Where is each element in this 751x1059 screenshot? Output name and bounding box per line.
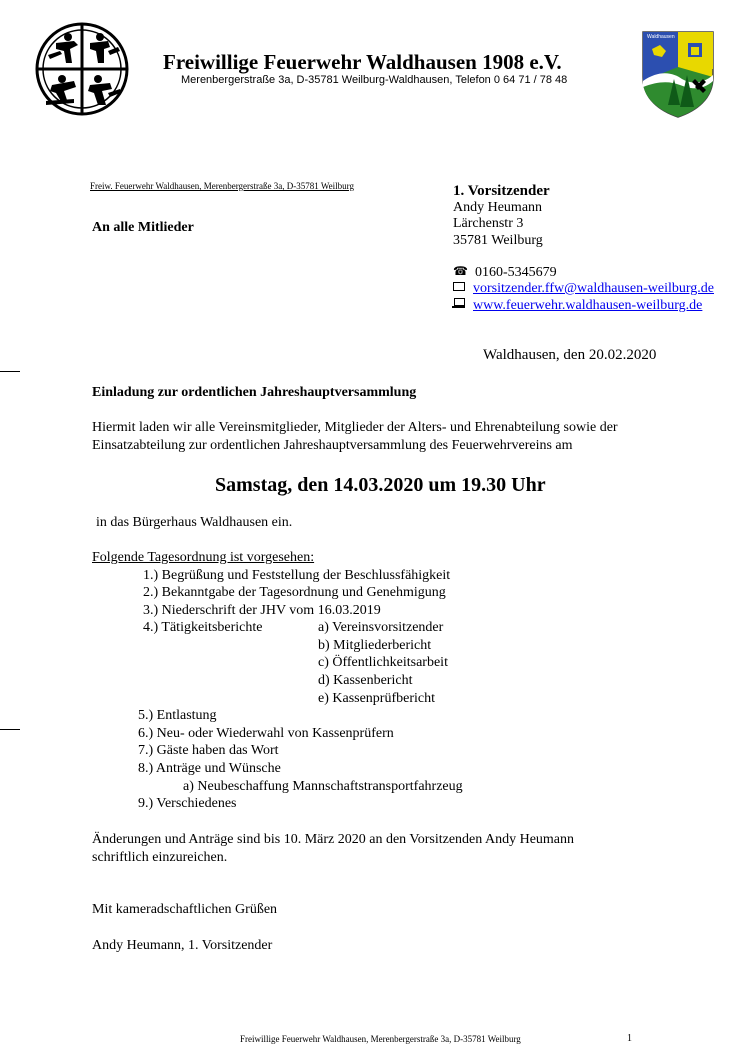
intro-line-1: Hiermit laden wir alle Vereinsmitglieder, Mitglieder der Alters- und Ehrenabteilung sowie der [92, 420, 618, 435]
contact-city: 35781 Weilburg [453, 233, 543, 248]
agenda-item-7: 7.) Gäste haben das Wort [138, 743, 279, 758]
signature: Andy Heumann, 1. Vorsitzender [92, 938, 273, 953]
closing: Mit kameradschaftlichen Grüßen [92, 902, 278, 917]
agenda-item-8: 8.) Anträge und Wünsche [138, 761, 281, 776]
agenda-heading: Folgende Tagesordnung ist vorgesehen: [92, 550, 315, 565]
contact-name: Andy Heumann [453, 200, 543, 215]
phone-icon: ☎ [453, 264, 468, 278]
subject: Einladung zur ordentlichen Jahreshauptversammlung [92, 385, 417, 400]
computer-icon-base [452, 306, 465, 308]
agenda-item-1: 1.) Begrüßung und Feststellung der Beschlussfähigkeit [143, 568, 451, 583]
location: in das Bürgerhaus Waldhausen ein. [96, 515, 293, 530]
agenda-item-3: 3.) Niederschrift der JHV vom 16.03.2019 [143, 603, 381, 618]
sender-line: Freiw. Feuerwehr Waldhausen, Merenbergerstraße 3a, D-35781 Weilburg [90, 181, 354, 191]
event-date: Samstag, den 14.03.2020 um 19.30 Uhr [215, 474, 546, 496]
agenda-item-6: 6.) Neu- oder Wiederwahl von Kassenprüfern [138, 726, 394, 741]
intro-line-2: Einsatzabteilung zur ordentlichen Jahreshauptversammlung des Feuerwehrvereins am [92, 438, 573, 453]
contact-role: 1. Vorsitzender [453, 183, 550, 199]
contact-website-link[interactable]: www.feuerwehr.waldhausen-weilburg.de [473, 298, 703, 313]
footer-text: Freiwillige Feuerwehr Waldhausen, Merenbergerstraße 3a, D-35781 Weilburg [240, 1034, 521, 1044]
coat-of-arms [640, 29, 716, 119]
agenda-item-4c: c) Öffentlichkeitsarbeit [318, 655, 448, 670]
agenda-item-4d: d) Kassenbericht [318, 673, 413, 688]
note-line-1: Änderungen und Anträge sind bis 10. März 2020 an den Vorsitzenden Andy Heumann [92, 832, 575, 847]
fold-mark-bottom [0, 729, 20, 730]
agenda-item-5: 5.) Entlastung [138, 708, 217, 723]
contact-phone: 0160-5345679 [475, 265, 557, 280]
agenda-item-9: 9.) Verschiedenes [138, 796, 237, 811]
agenda-item-4b: b) Mitgliederbericht [318, 638, 432, 653]
letterhead-address: Merenbergerstraße 3a, D-35781 Weilburg-Waldhausen, Telefon 0 64 71 / 78 48 [181, 74, 568, 86]
fire-brigade-emblem [34, 21, 130, 117]
page-number: 1 [627, 1033, 632, 1044]
agenda-item-4: 4.) Tätigkeitsberichte [143, 620, 263, 635]
email-icon [453, 282, 465, 291]
computer-icon [454, 298, 465, 306]
note-line-2: schriftlich einzureichen. [92, 850, 228, 865]
contact-street: Lärchenstr 3 [453, 216, 524, 231]
fold-mark-top [0, 371, 20, 372]
agenda-item-2: 2.) Bekanntgabe der Tagesordnung und Genehmigung [143, 585, 446, 600]
date-line: Waldhausen, den 20.02.2020 [483, 347, 657, 363]
recipient: An alle Mitlieder [92, 220, 194, 235]
contact-email-link[interactable]: vorsitzender.ffw@waldhausen-weilburg.de [473, 281, 714, 296]
coat-of-arms-label: Waldhausen [647, 34, 675, 40]
agenda-item-4a: a) Vereinsvorsitzender [318, 620, 444, 635]
letterhead-title: Freiwillige Feuerwehr Waldhausen 1908 e.V. [163, 50, 562, 74]
agenda-item-4e: e) Kassenprüfbericht [318, 691, 436, 706]
agenda-item-8a: a) Neubeschaffung Mannschaftstransportfahrzeug [183, 779, 463, 794]
